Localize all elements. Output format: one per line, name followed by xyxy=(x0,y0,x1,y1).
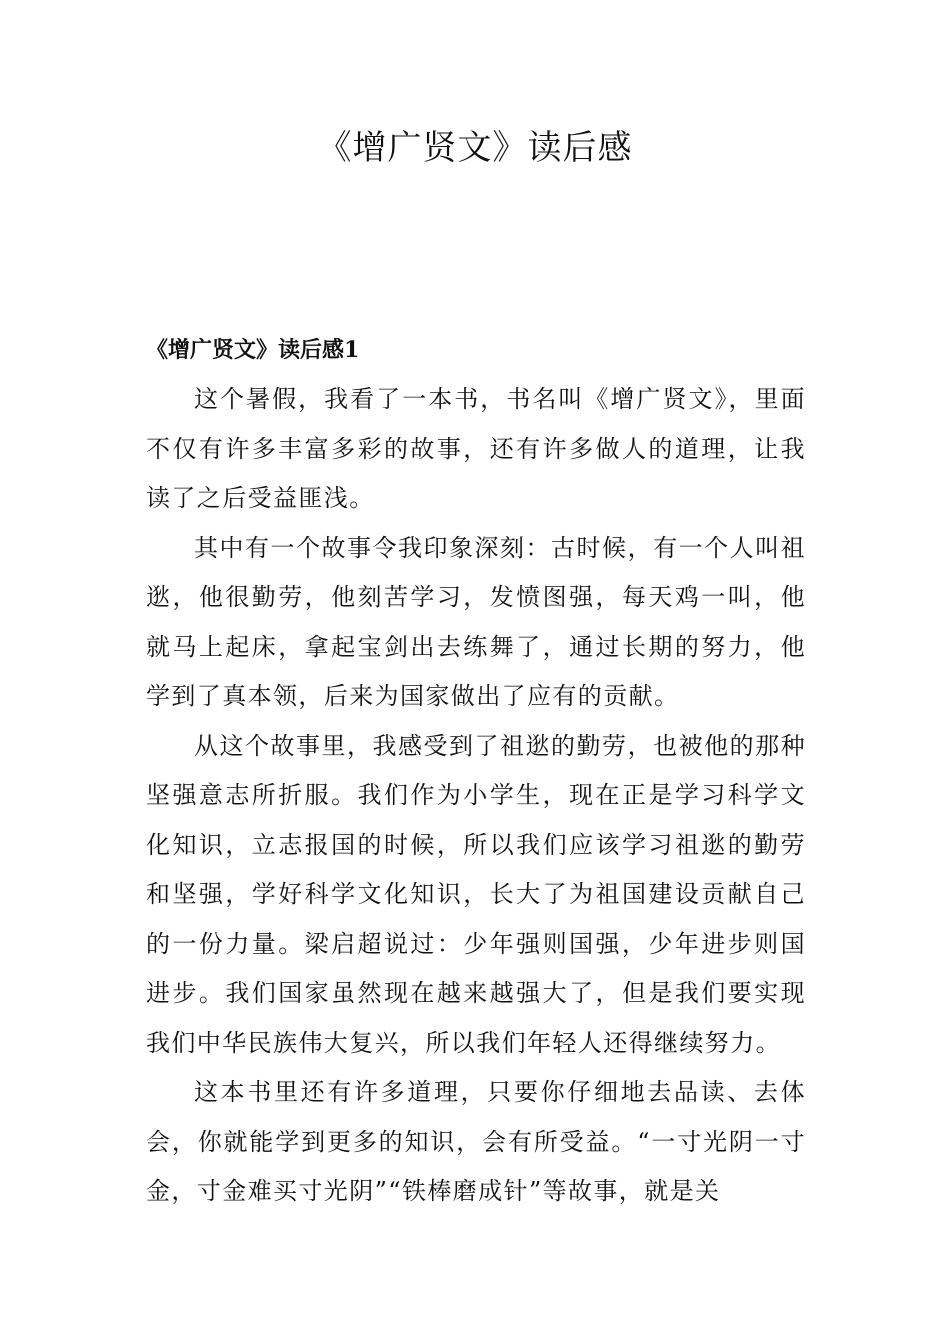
paragraph-3: 从这个故事里，我感受到了祖逖的勤劳，也被他的那种坚强意志所折服。我们作为小学生，现在正是学习科学文化知识，立志报国的时候，所以我们应该学习祖逖的勤劳和坚强，学好科学文化知识，长大了为祖国建设贡献自己的一份力量。梁启超说过：少年强则国强，少年进步则国进步。我们国家虽然现在越来越强大了，但是我们要实现我们中华民族伟大复兴，所以我们年轻人还得继续努力。 xyxy=(146,731,806,1057)
paragraph-4: 这本书里还有许多道理，只要你仔细地去品读、去体会，你就能学到更多的知识，会有所受益。“一寸光阴一寸金，寸金难买寸光阴”“铁棒磨成针”等故事，就是关 xyxy=(146,1078,806,1205)
document-title: 《增广贤文》读后感 xyxy=(317,128,633,168)
paragraph-2: 其中有一个故事令我印象深刻：古时候，有一个人叫祖逖，他很勤劳，他刻苦学习，发愤图强，每天鸡一叫，他就马上起床，拿起宝剑出去练舞了，通过长期的努力，他学到了真本领，后来为国家做出了应有的贡献。 xyxy=(146,533,806,710)
body-text xyxy=(146,375,806,1217)
paragraph-1: 这个暑假，我看了一本书，书名叫《增广贤文》，里面不仅有许多丰富多彩的故事，还有许多做人的道理，让我读了之后受益匪浅。 xyxy=(146,385,806,512)
section-heading: 《增广贤文》读后感1 xyxy=(146,337,360,363)
